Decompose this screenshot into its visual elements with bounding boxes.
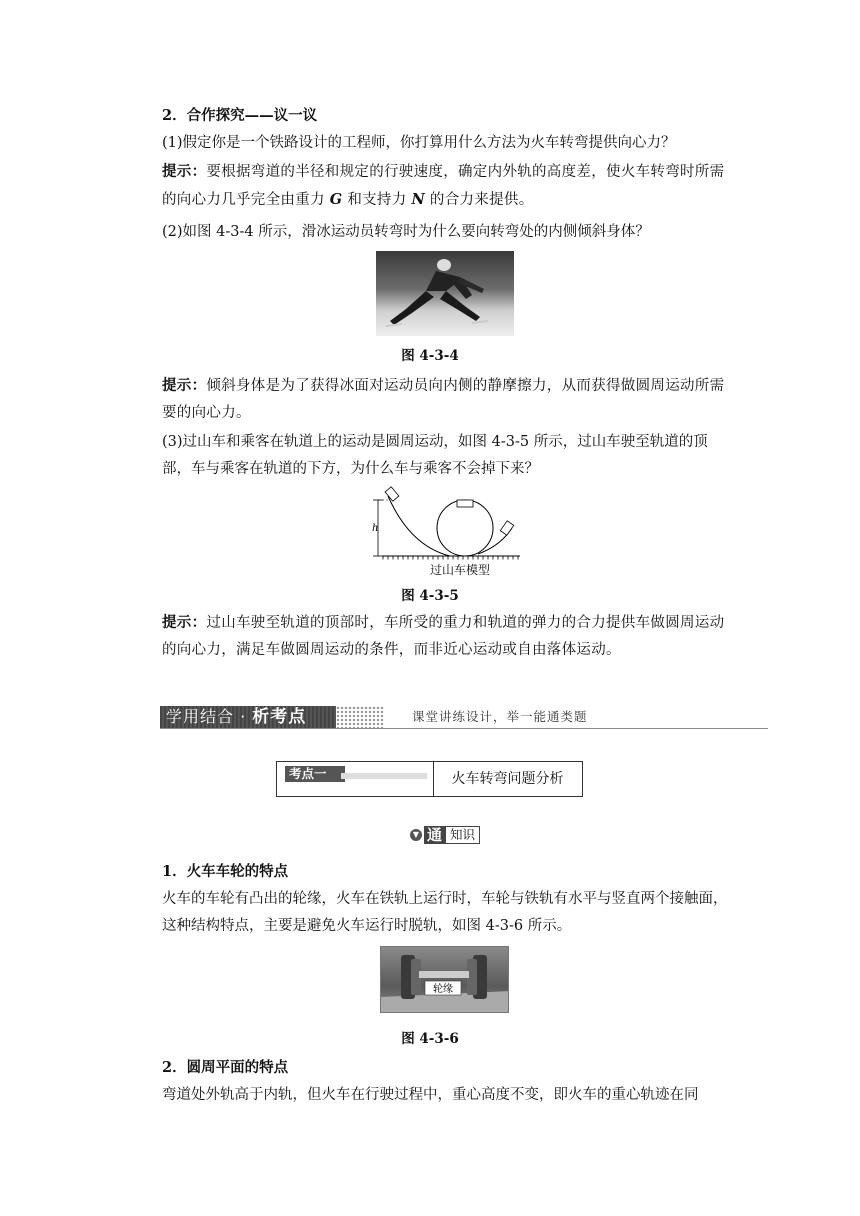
topic-title: 火车转弯问题分析 xyxy=(451,771,564,787)
skater-photo xyxy=(376,251,514,336)
question-3: (3)过山车和乘客在轨道上的运动是圆周运动，如图 4-3-5 所示，过山车驶至轨道的顶部，车与乘客在轨道的下方，为什么车与乘客不会掉下来？ xyxy=(162,434,708,477)
topic-box xyxy=(276,761,583,797)
paragraph-2: 弯道处外轨高于内轨，但火车在行驶过程中，重心高度不变，即火车的重心轨迹在同 xyxy=(162,1087,699,1103)
topic-tag-cell xyxy=(277,762,434,796)
section-band xyxy=(160,706,768,729)
band-subtitle: 课堂讲练设计，举一能通类题 xyxy=(412,709,588,724)
section-title: 2．合作探究——议一议 xyxy=(162,107,318,124)
triangle-icon: ▼ xyxy=(410,829,422,841)
knowledge-badge-main: 通 xyxy=(424,826,445,844)
wheel-photo xyxy=(380,946,509,1013)
knowledge-badge-sub: 知识 xyxy=(445,826,480,844)
coaster-label: 过山车模型 xyxy=(429,563,490,577)
height-label: h xyxy=(372,523,379,534)
band-title: 学用结合 · 析考点 xyxy=(160,706,336,728)
wheel-illustration xyxy=(381,947,509,1013)
topic-tag: 考点一 xyxy=(285,766,345,782)
wheel-label: 轮缘 xyxy=(433,984,453,995)
paragraph-1: 火车的车轮有凸出的轮缘，火车在铁轨上运行时，车轮与铁轨有水平与竖直两个接触面，这种结构特点，主要是避免火车运行时脱轨，如图 4-3-6 所示。 xyxy=(162,891,728,934)
heading-2: 2．圆周平面的特点 xyxy=(162,1059,289,1076)
topic-tag-line xyxy=(341,773,427,779)
figure-caption-3: 图 4-3-6 xyxy=(401,1031,459,1047)
band-dot-pattern xyxy=(336,706,384,728)
knowledge-badge xyxy=(410,825,480,845)
hint-3: 提示：过山车驶至轨道的顶部时，车所受的重力和轨道的弹力的合力提供车做圆周运动的向心力，满足车做圆周运动的条件，而非近心运动或自由落体运动。 xyxy=(162,614,725,658)
figure-caption-2: 图 4-3-5 xyxy=(401,588,459,604)
figure-caption-1: 图 4-3-4 xyxy=(401,348,459,364)
hint-1: 提示：要根据弯道的半径和规定的行驶速度，确定内外轨的高度差，使火车转弯时所需的向心力几乎完全由重力 G 和支持力 N 的合力来提供。 xyxy=(162,163,725,208)
question-2: (2)如图 4-3-4 所示，滑冰运动员转弯时为什么要向转弯处的内侧倾斜身体？ xyxy=(162,224,650,240)
heading-1: 1．火车车轮的特点 xyxy=(162,863,289,880)
question-1: (1)假定你是一个铁路设计的工程师，你打算用什么方法为火车转弯提供向心力？ xyxy=(162,135,676,151)
hint-2: 提示：倾斜身体是为了获得冰面对运动员向内侧的静摩擦力，从而获得做圆周运动所需要的向心力。 xyxy=(162,377,725,421)
hint-label: 提示： xyxy=(162,163,207,180)
skater-illustration xyxy=(376,251,514,336)
